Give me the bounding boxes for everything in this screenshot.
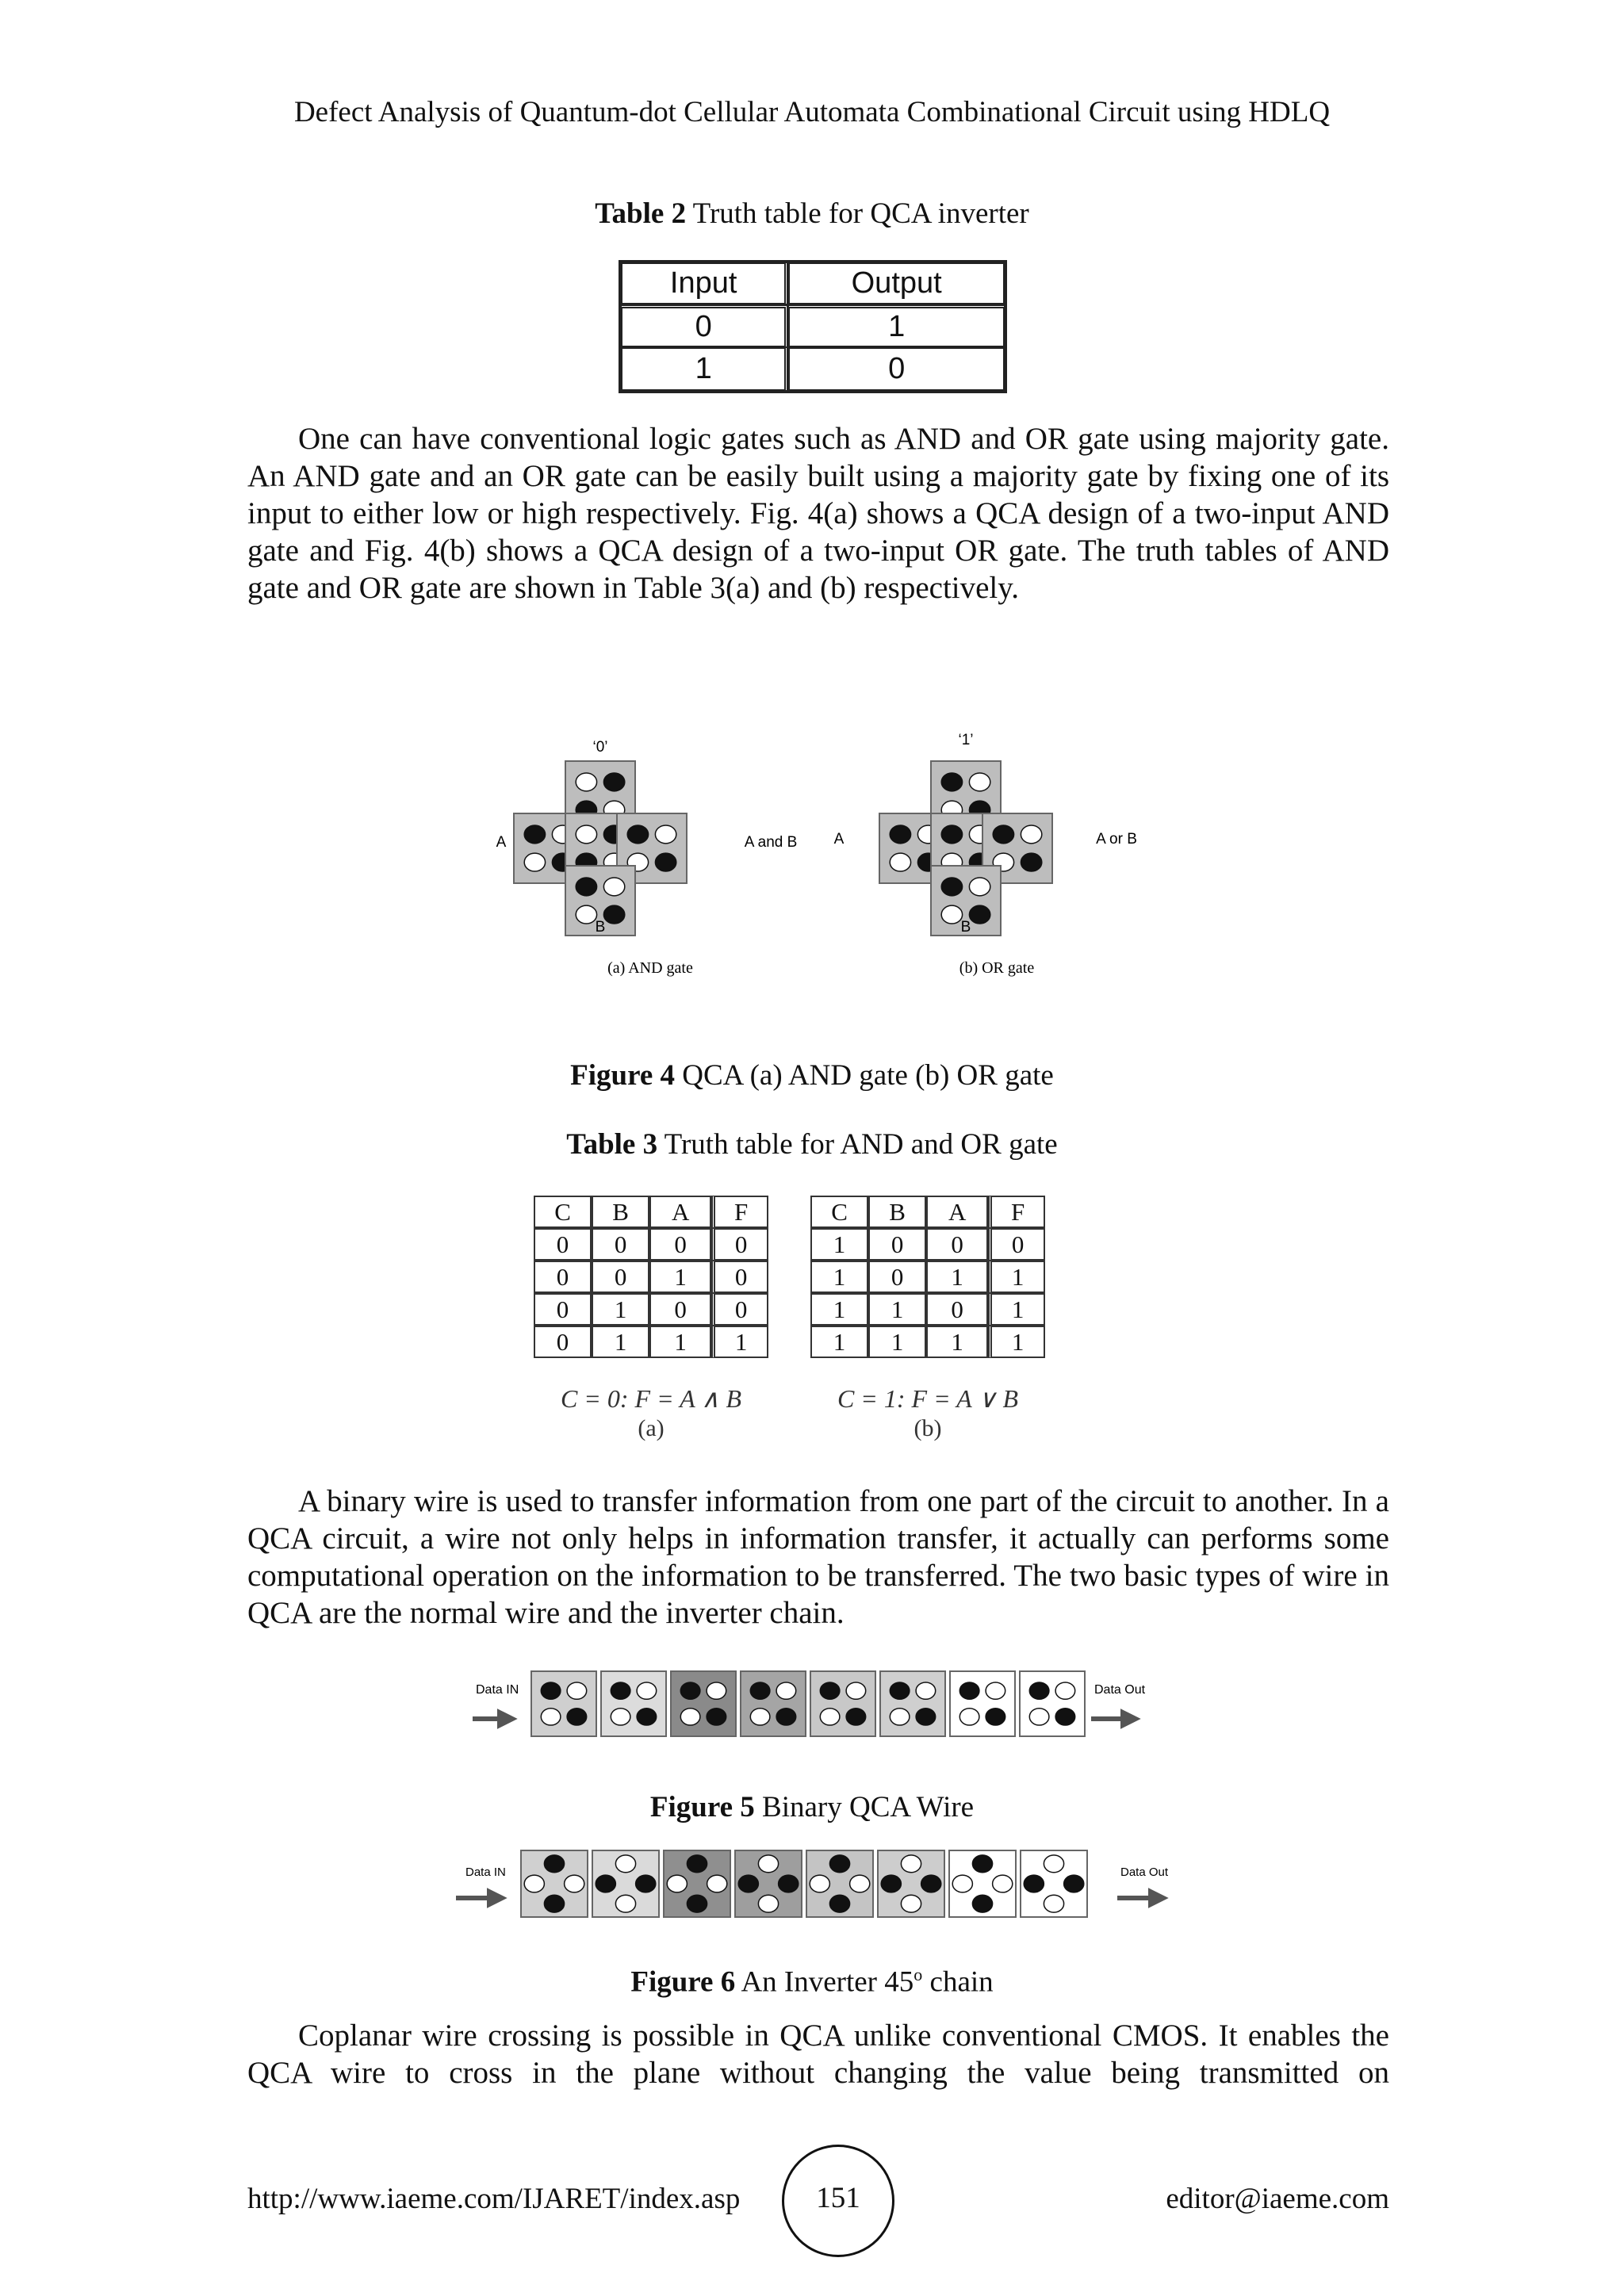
or-header: B [868,1196,926,1228]
or-cell: 1 [810,1261,868,1293]
paragraph-binary-wire: A binary wire is used to transfer information from one part of the circuit to another. In a QCA circuit, a wire not only helps in information transfer, it actually can performs some computational operation on the information to be transferred. The two basic types of wire in QCA are the normal wire and the inverter chain. [247,1484,1389,1630]
table2-cell: 0 [621,304,788,348]
paragraph-logic-gates: One can have conventional logic gates such as AND and OR gate using majority gate. An AND gate and an OR gate can be easily built using a majority gate by fixing one of its input to either low or high respectively. Fig. 4(a) shows a QCA design of a two-input AND gate and Fig. 4(b) shows a QCA design of a two-input OR gate. The truth tables of AND gate and OR gate are shown in Table 3(a) and (b) respectively. [247,422,1389,605]
qca-inverter-cell [806,1850,873,1917]
qca-inverter-cell [949,1850,1016,1917]
or-right-label: A or B [1096,831,1137,848]
or-header: F [988,1196,1045,1228]
or-cell: 0 [988,1228,1045,1261]
qca-inverter-cell [664,1850,730,1917]
page-number-circle [782,2145,894,2257]
footer-email[interactable]: editor@iaeme.com [1166,2183,1389,2215]
qca-wire-cell [880,1671,945,1736]
figure6-diagram [456,1841,1185,1923]
and-bottom-label: B [595,919,606,936]
fig6-data-in-label: Data IN [465,1866,506,1879]
and-cell: 0 [534,1293,592,1326]
table3-caption [0,1127,1624,1161]
qca-wire-cell [950,1671,1015,1736]
table2-header-output: Output [788,262,1005,304]
qca-wire-cell [671,1671,736,1736]
qca-wire-cell [810,1671,875,1736]
or-header: C [810,1196,868,1228]
figure4-and-or-gates [476,729,1174,991]
or-header: A [926,1196,988,1228]
or-left-label: A [833,831,845,848]
qca-inverter-cell [878,1850,944,1917]
inverter-truth-table [619,260,1007,393]
and-cell: 0 [649,1293,711,1326]
table2-caption-label: Table 2 [595,197,687,230]
and-cell: 0 [649,1228,711,1261]
table2-cell: 1 [621,347,788,391]
figure5-diagram [468,1663,1166,1746]
figure6-caption-tail: chain [922,1965,994,1999]
table3-caption-label: Table 3 [566,1128,658,1161]
figure6-caption [0,1965,1624,1999]
and-header: B [592,1196,649,1228]
figure6-inverter-chain [456,1841,1185,1923]
or-cell: 1 [926,1326,988,1358]
or-subcaption: (b) OR gate [959,959,1035,977]
or-cell: 1 [926,1261,988,1293]
or-cell: 0 [868,1228,926,1261]
or-cell: 0 [868,1261,926,1293]
and-cell: 0 [534,1326,592,1358]
qca-inverter-cell [735,1850,802,1917]
fig5-data-out-label: Data Out [1094,1683,1146,1697]
table3-caption-text: Truth table for AND and OR gate [657,1128,1058,1161]
and-cell: 1 [711,1326,768,1358]
fig5-in-arrow-icon [473,1712,512,1725]
fig6-in-arrow-icon [456,1892,502,1904]
figure5-binary-wire [468,1663,1166,1746]
and-subcaption: (a) AND gate [607,959,693,977]
or-truth-table [810,1196,1045,1358]
fig5-out-arrow-icon [1091,1712,1136,1725]
or-equation: C = 1: F = A ∨ B [837,1384,1019,1413]
and-cell: 1 [592,1293,649,1326]
qca-wire-cell [741,1671,806,1736]
and-cell: 1 [649,1326,711,1358]
and-cell: 1 [592,1326,649,1358]
or-cell: 1 [988,1326,1045,1358]
figure4-caption [0,1058,1624,1093]
and-cell: 0 [711,1293,768,1326]
figure6-caption-superscript: o [914,1965,923,1984]
or-cell: 1 [810,1293,868,1326]
qca-wire-cell [531,1671,596,1736]
figure6-caption-text: An Inverter 45 [735,1965,914,1999]
and-table-label: (a) [638,1415,665,1441]
or-cell: 1 [988,1293,1045,1326]
or-cell: 1 [988,1261,1045,1293]
and-truth-table [534,1196,768,1358]
and-equation: C = 0: F = A ∧ B [560,1384,742,1413]
and-cell: 0 [534,1261,592,1293]
or-top-label: ‘1’ [958,732,974,748]
fig6-out-arrow-icon [1117,1892,1163,1904]
and-cell: 0 [592,1228,649,1261]
figure5-caption-text: Binary QCA Wire [754,1791,975,1823]
fig5-data-in-label: Data IN [476,1683,519,1697]
figure5-caption [0,1790,1624,1824]
figure5-caption-label: Figure 5 [649,1791,755,1823]
table2-cell: 0 [788,347,1005,391]
or-cell: 1 [868,1293,926,1326]
and-right-label: A and B [744,834,798,851]
and-top-label: ‘0’ [592,739,608,756]
figure4-caption-label: Figure 4 [570,1059,676,1092]
or-cell: 0 [926,1228,988,1261]
table2-cell: 1 [788,304,1005,348]
and-cell: 0 [711,1261,768,1293]
and-header: F [711,1196,768,1228]
qca-wire-cell [1020,1671,1085,1736]
and-cell: 1 [649,1261,711,1293]
or-cell: 0 [926,1293,988,1326]
fig6-data-out-label: Data Out [1120,1866,1169,1879]
figure4-diagram [476,729,1174,991]
figure4-caption-text: QCA (a) AND gate (b) OR gate [675,1059,1054,1092]
or-cell: 1 [810,1228,868,1261]
page-number: 151 [816,2182,860,2214]
or-table-label: (b) [914,1415,942,1441]
table2-header-input: Input [621,262,788,304]
qca-inverter-cell [592,1850,659,1917]
running-header: Defect Analysis of Quantum-dot Cellular Automata Combinational Circuit using HDLQ [293,96,1331,128]
or-cell: 1 [810,1326,868,1358]
qca-wire-cell [601,1671,666,1736]
paragraph-wire-crossing: Coplanar wire crossing is possible in QCA unlike conventional CMOS. It enables the QCA wire to cross in the plane without changing the value being transmitted on [247,2019,1389,2090]
qca-inverter-cell [521,1850,588,1917]
footer-url[interactable]: http://www.iaeme.com/IJARET/index.asp [247,2183,741,2215]
qca-inverter-cell [1021,1850,1087,1917]
table2-caption-text: Truth table for QCA inverter [686,197,1029,230]
and-header: A [649,1196,711,1228]
and-cell: 0 [534,1228,592,1261]
table2-caption [0,197,1624,231]
and-cell: 0 [592,1261,649,1293]
or-cell: 1 [868,1326,926,1358]
or-bottom-label: B [960,919,971,936]
and-left-label: A [496,834,507,851]
and-header: C [534,1196,592,1228]
figure6-caption-label: Figure 6 [630,1965,736,1999]
and-cell: 0 [711,1228,768,1261]
